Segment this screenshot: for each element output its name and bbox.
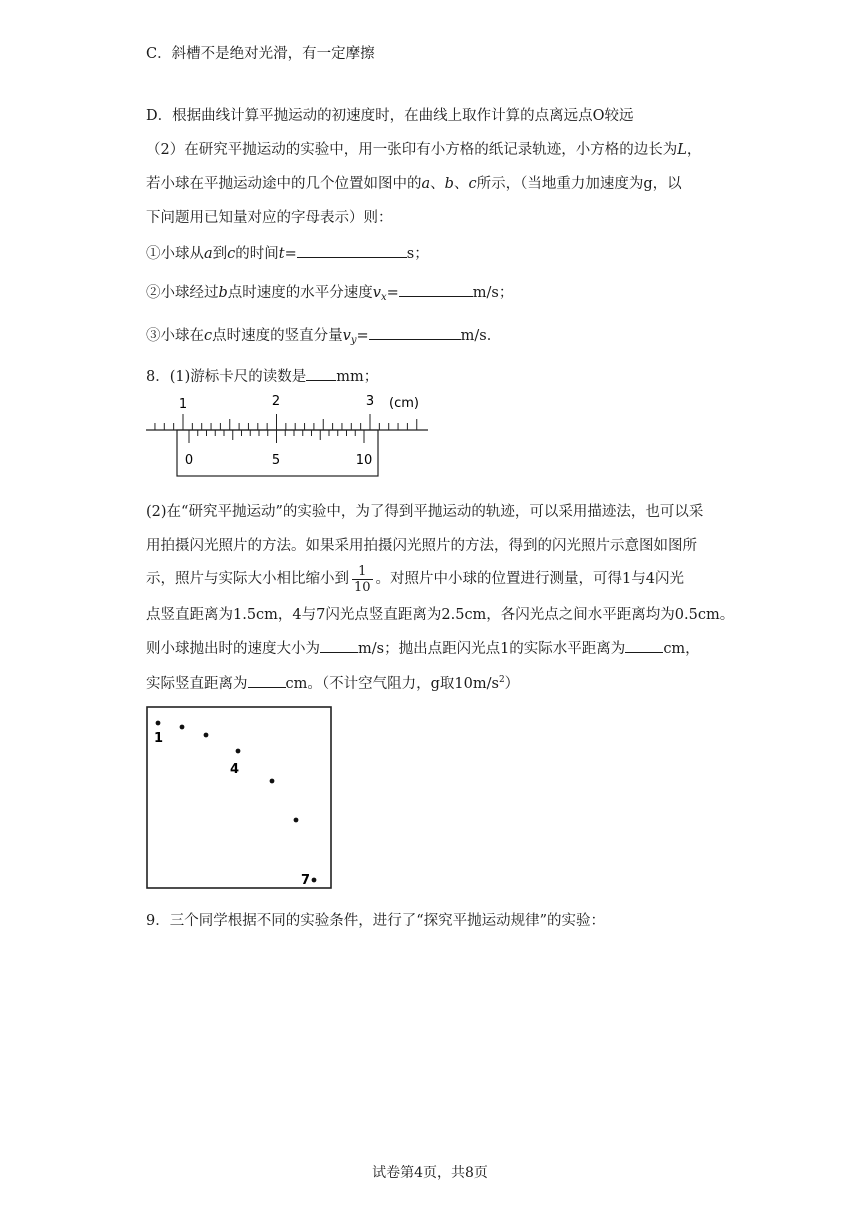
main-scale-label: 3: [365, 394, 375, 409]
answer-blank: [369, 325, 461, 340]
q7-part2-line3: 下问题用已知量对应的字母表示）则：: [146, 210, 393, 226]
flash-label-4: 4: [230, 762, 240, 777]
flash-point: [270, 779, 275, 784]
q8-part2-line4: 点竖直距离为1.5cm，4与7闪光点竖直距离为2.5cm，各闪光点之间水平距离均为0.5cm。: [146, 607, 735, 623]
flash-point: [294, 818, 299, 823]
option-c: C．斜槽不是绝对光滑，有一定摩擦: [146, 46, 375, 62]
answer-blank: [248, 673, 286, 688]
vernier-scale-label: 10: [355, 453, 373, 468]
q8-part2-line6: 实际竖直距离为 cm。（不计空气阻力，g取$10m/s^2$）: [146, 675, 520, 692]
vernier-scale-label: 5: [271, 453, 281, 468]
answer-blank: [625, 638, 663, 653]
unit-label: (cm): [389, 396, 419, 411]
flash-label-1: 1: [154, 731, 164, 746]
answer-blank: [297, 243, 407, 258]
answer-blank: [320, 638, 358, 653]
q8-part1: 8．(1)游标卡尺的读数是 mm；: [146, 366, 378, 387]
q7-part2-line1: （2）在研究平抛运动的实验中，用一张印有小方格的纸记录轨迹，小方格的边长为L，: [146, 142, 702, 158]
vernier-scale-label: 0: [184, 453, 194, 468]
flash-point: [180, 725, 185, 730]
page-footer: 试卷第4页，共8页: [372, 1165, 488, 1181]
flash-label-7: 7: [301, 873, 311, 888]
q7-part2-line2: 若小球在平抛运动途中的几个位置如图中的a、b、c所示，（当地重力加速度为g，以: [146, 176, 682, 192]
option-d: D．根据曲线计算平抛运动的初速度时，在曲线上取作计算的点离远点O较远: [146, 108, 634, 124]
q8-part2-line2: 用拍摄闪光照片的方法。如果采用拍摄闪光照片的方法，得到的闪光照片示意图如图所: [146, 538, 697, 554]
main-scale-label: 2: [271, 394, 281, 409]
q8-part2-line5: 则小球抛出时的速度大小为 m/s；抛出点距闪光点1的实际水平距离为 cm，: [146, 638, 700, 659]
q7-sub2: ②小球经过b点时速度的水平分速度$v_x= m/s$；: [146, 282, 513, 308]
answer-blank: [399, 282, 473, 297]
vernier-caliper-figure: [144, 392, 430, 482]
fraction: $\frac{1}{10}$: [354, 563, 371, 595]
q8-part2-line1: (2)在“研究平抛运动”的实验中，为了得到平抛运动的轨迹，可以采用描迹法，也可以采: [146, 504, 704, 520]
flash-point: [312, 878, 317, 883]
main-scale-label: 1: [178, 397, 188, 412]
flash-photo-figure: [146, 706, 334, 890]
answer-blank: [306, 366, 336, 381]
flash-point: [204, 733, 209, 738]
q7-sub1: ①小球从a到c的时间t= s；: [146, 243, 429, 264]
flash-point: [156, 721, 161, 726]
flash-point: [236, 749, 241, 754]
q7-sub3: ③小球在c点时速度的竖直分量$v_y= m/s$．: [146, 325, 501, 351]
q9-stem: 9．三个同学根据不同的实验条件，进行了“探究平抛运动规律”的实验：: [146, 913, 606, 929]
q8-part2-line3: 示，照片与实际大小相比缩小到 $\frac{1}{10}$ 。对照片中小球的位置进行测量，可得1与4闪光: [146, 563, 684, 595]
